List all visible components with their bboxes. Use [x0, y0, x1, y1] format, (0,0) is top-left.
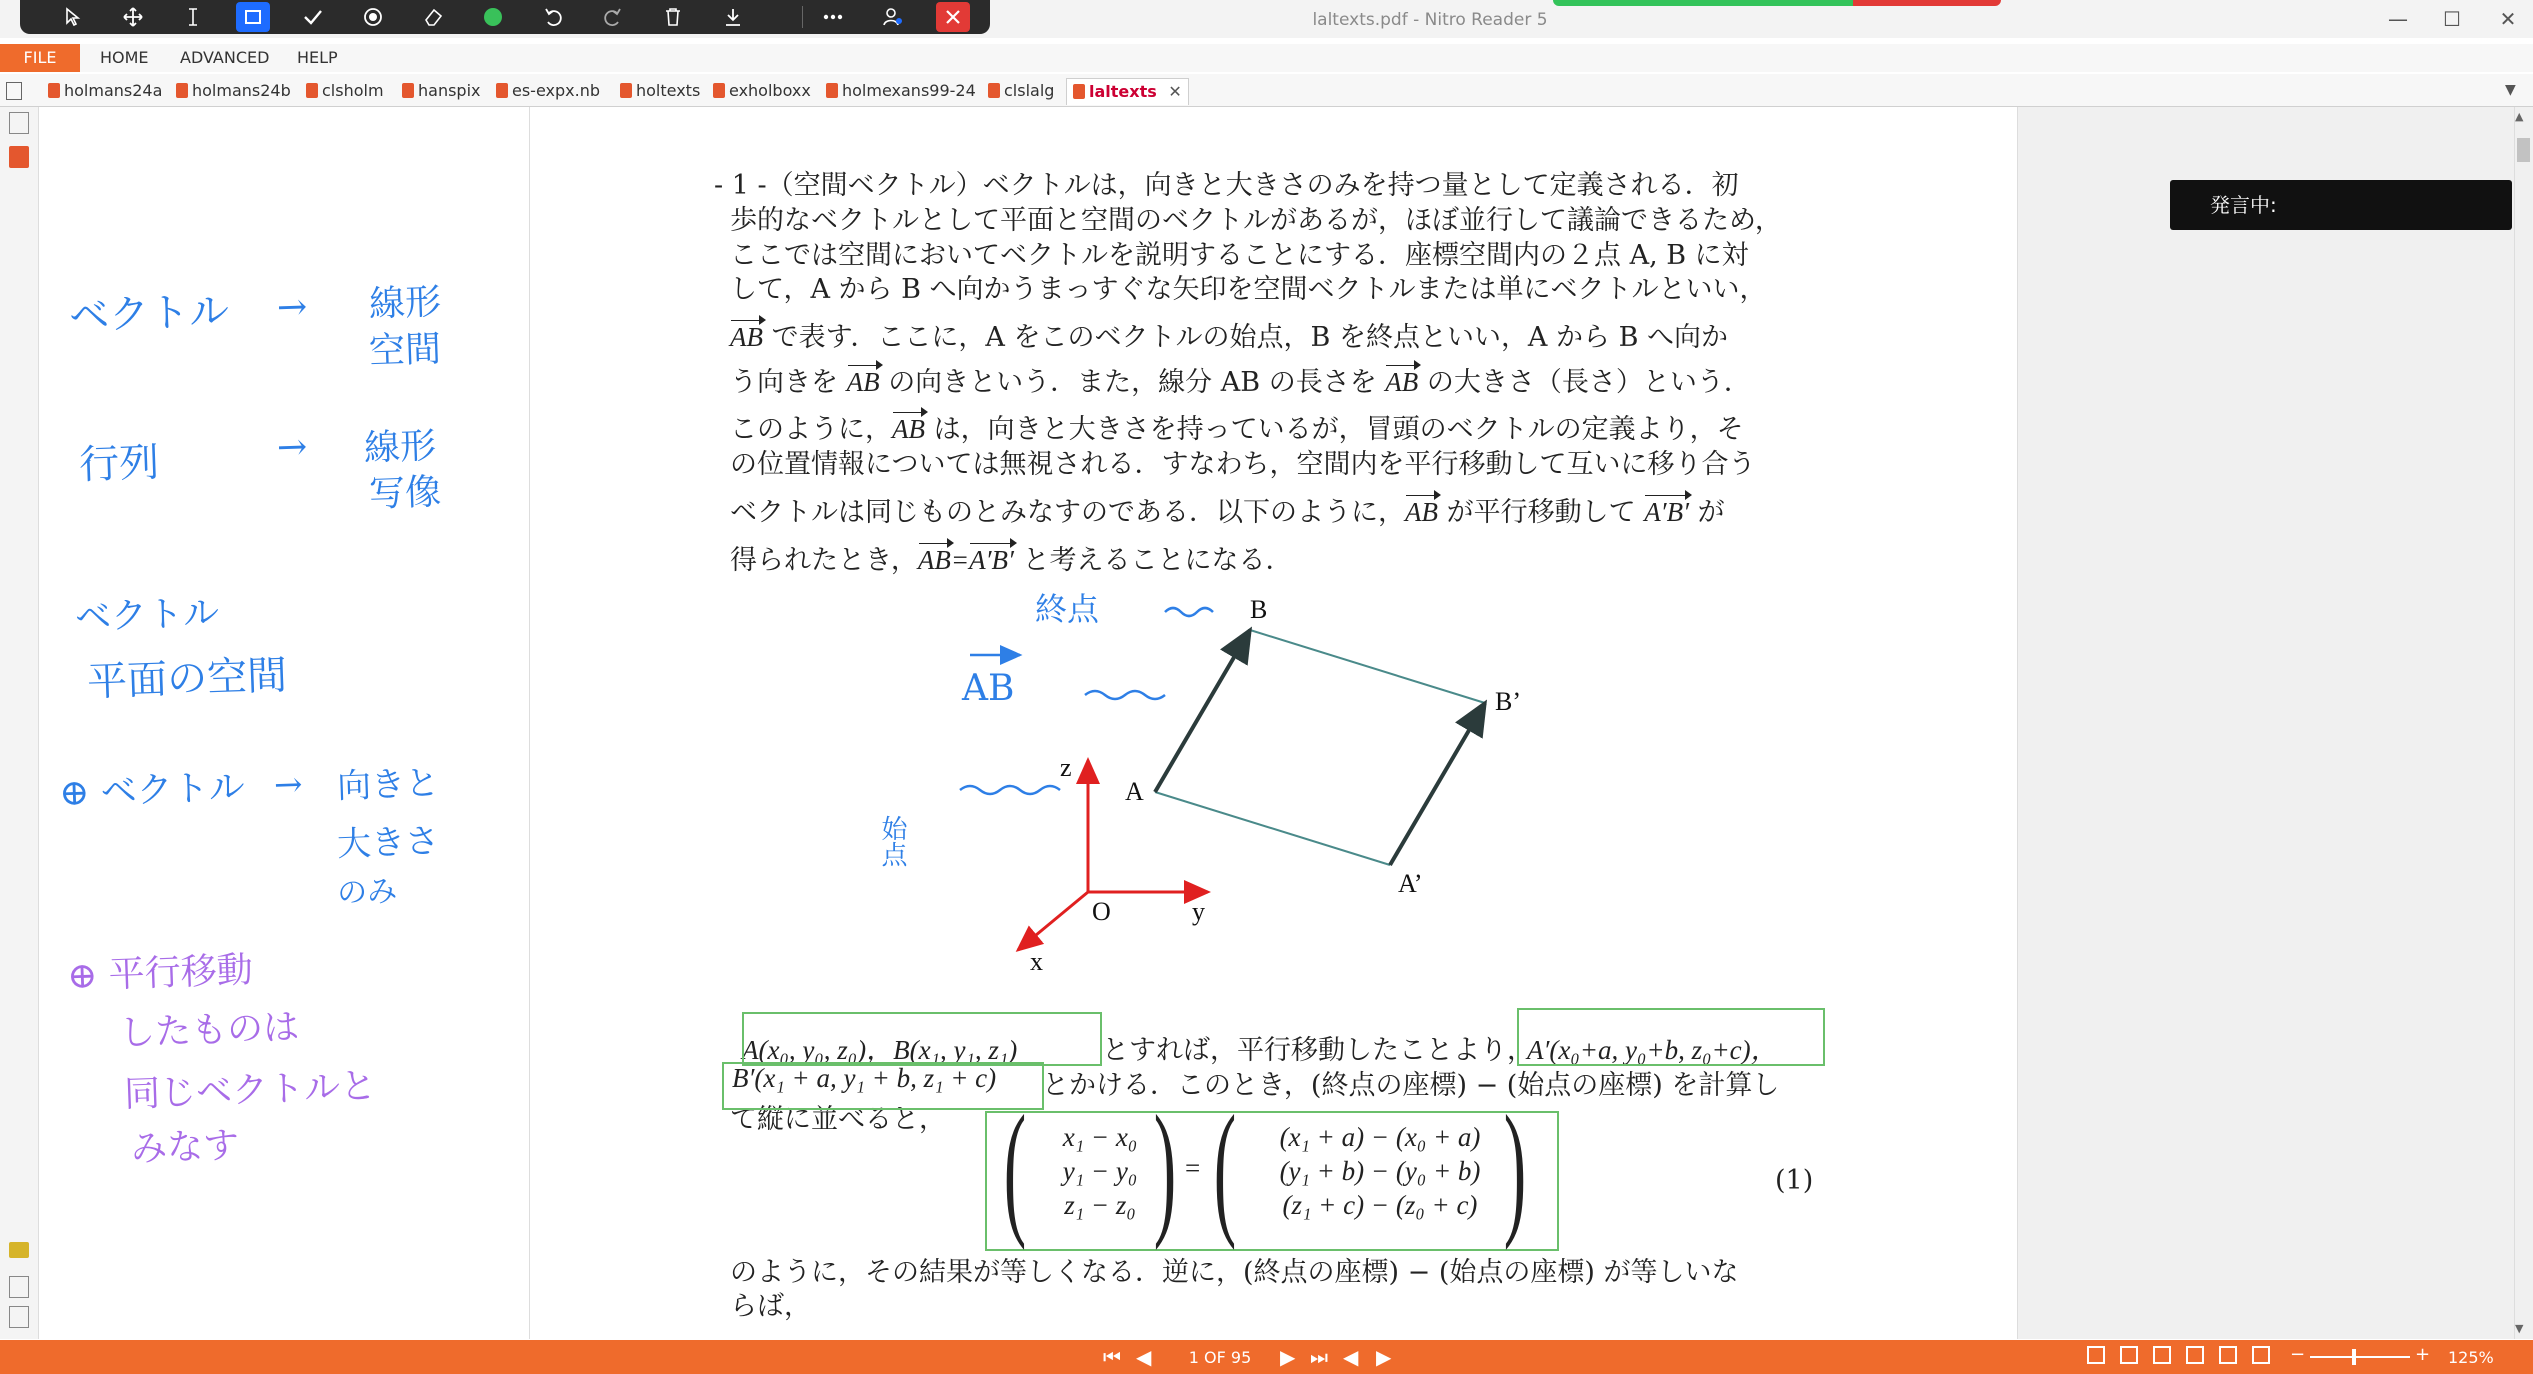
vector-ab: AB	[892, 414, 925, 444]
note-arrow: →	[273, 764, 304, 806]
pan-move-icon[interactable]	[116, 2, 150, 32]
fit-page-icon[interactable]	[2219, 1346, 2237, 1364]
right-paren: )	[1503, 1085, 1527, 1251]
pdf-icon	[402, 83, 414, 98]
note-arrow: →	[276, 286, 308, 329]
vector-apbp: A′B′	[1644, 497, 1689, 527]
fit-width-icon[interactable]	[2252, 1346, 2270, 1364]
facing-continuous-view-icon[interactable]	[2186, 1346, 2204, 1364]
highlight-box-bprime-coords[interactable]	[722, 1062, 1044, 1110]
maximize-button[interactable]: ☐	[2443, 7, 2461, 31]
menu-help[interactable]: HELP	[297, 48, 338, 67]
doc-line-6: う向きを AB の向きという．また，線分 AB の長さを AB の大きさ（長さ）という．	[730, 367, 1751, 398]
pdf-icon	[496, 83, 508, 98]
tab-label: hanspix	[418, 81, 481, 100]
pdf-icon	[306, 83, 318, 98]
tab-label: holtexts	[636, 81, 701, 100]
pdf-icon	[48, 83, 60, 98]
tab-hanspix[interactable]	[402, 78, 481, 104]
vector-ab: AB	[846, 367, 880, 397]
window-title: laltexts.pdf - Nitro Reader 5	[1312, 10, 1548, 30]
menu-file[interactable]: FILE	[0, 44, 80, 72]
left-paren: (	[1213, 1085, 1237, 1251]
tab-holmans24b[interactable]	[176, 78, 291, 104]
tab-label: holmexans99-24	[842, 81, 976, 100]
vector-apbp-arrow	[1390, 703, 1485, 865]
layers-icon[interactable]	[9, 1306, 29, 1328]
vector-ab: AB	[730, 322, 763, 352]
menu-home[interactable]: HOME	[100, 48, 149, 67]
first-page-icon[interactable]: ⏮	[1103, 1345, 1121, 1369]
pdf-icon	[620, 83, 632, 98]
close-toolbar-icon[interactable]	[936, 2, 970, 32]
note-mapping: 写像	[368, 471, 442, 516]
tab-label: exholboxx	[729, 81, 811, 100]
doc-coords-a-prime: A′(x₀+a, y₀+b, z₀+c)，	[1527, 1035, 1778, 1065]
vector-ab: AB	[1405, 497, 1438, 527]
doc-result: のように，その結果が等しくなる．逆に，(終点の座標) − (始点の座標) が等しいな	[730, 1257, 1739, 1288]
parallelogram-bottom-edge	[1155, 792, 1390, 865]
matrix-right-column: (x₁ + a) − (x₀ + a) (y₁ + b) − (y₀ + b) (z₁ + c) − (z₀ + c)	[1279, 1122, 1481, 1220]
scrollbar-thumb[interactable]	[2517, 138, 2530, 162]
label-a-prime: A’	[1398, 869, 1423, 898]
hand-label-end: 終点	[1035, 590, 1100, 628]
right-paren: )	[1153, 1085, 1177, 1251]
menu-advanced[interactable]: ADVANCED	[180, 48, 270, 67]
note-translated: したものは	[118, 1006, 300, 1055]
download-icon[interactable]	[716, 2, 750, 32]
vector-figure	[870, 590, 1630, 990]
page-indicator[interactable]: 1 OF 95	[1188, 1348, 1252, 1367]
squiggle-vector	[1085, 691, 1165, 699]
note-space: 空間	[368, 328, 442, 373]
tab-holmans24a[interactable]	[48, 78, 162, 104]
checkmark-icon[interactable]	[296, 2, 330, 32]
minimize-button[interactable]: —	[2388, 7, 2408, 31]
page-icon[interactable]	[6, 82, 22, 100]
continuous-view-icon[interactable]	[2120, 1346, 2138, 1364]
tab-label: es-expx.nb	[512, 81, 600, 100]
facing-view-icon[interactable]	[2153, 1346, 2171, 1364]
tab-label: holmans24a	[64, 81, 163, 100]
target-stamp-icon[interactable]	[356, 2, 390, 32]
tab-laltexts[interactable]	[1066, 78, 1189, 105]
zoom-out-button[interactable]: −	[2290, 1344, 2306, 1365]
tab-holmexans99-24[interactable]	[826, 78, 976, 104]
note-vector: ⊕ ベクトル	[58, 766, 246, 815]
doc-if: らば，	[730, 1291, 811, 1322]
undo-icon[interactable]	[536, 2, 570, 32]
vector-ab: AB	[1385, 367, 1419, 397]
label-b: B	[1250, 595, 1268, 624]
vector-ab-arrow	[1155, 630, 1250, 792]
note-vector: ベクトル	[74, 592, 220, 639]
doc-arrange: て縦に並べると，	[730, 1104, 946, 1135]
doc-line-5: AB で表す．ここに，A をこのベクトルの始点，B を終点といい，A から B へ向か	[730, 322, 1729, 353]
vector-ab: AB	[917, 545, 951, 575]
annotation-toolbar	[20, 0, 990, 34]
pdf-icon	[713, 83, 725, 98]
tab-label: clsholm	[322, 81, 384, 100]
hand-label-ab: AB	[962, 668, 1015, 709]
pdf-icon	[988, 83, 1000, 98]
vector-apbp: A′B′	[969, 545, 1014, 575]
label-b-prime: B’	[1495, 687, 1521, 716]
pdf-icon	[826, 83, 838, 98]
pdf-icon	[1073, 84, 1085, 99]
note-plane-space: 平面の空間	[86, 652, 288, 706]
doc-compute: とかける．このとき，(終点の座標) − (始点の座標) を計算し	[1042, 1070, 1780, 1101]
tab-clslalg[interactable]	[988, 78, 1054, 104]
redo-icon[interactable]	[596, 2, 630, 32]
select-arrow-icon[interactable]	[56, 2, 90, 32]
x-axis	[1018, 892, 1088, 950]
doc-line-1: - 1 -（空間ベクトル）ベクトルは，向きと大きさのみを持つ量として定義される．初	[714, 170, 1739, 201]
color-picker-icon[interactable]	[476, 2, 510, 32]
ribbon-bar	[0, 44, 2533, 72]
highlight-box-aprime-coords[interactable]	[1517, 1008, 1825, 1066]
trash-icon[interactable]	[656, 2, 690, 32]
recording-progress-remaining	[1853, 0, 2001, 6]
note-magnitude: 大きさ	[336, 821, 440, 865]
back-view-icon[interactable]: ◀	[1343, 1345, 1359, 1369]
handwritten-notes-panel	[39, 107, 530, 1339]
tab-label: holmans24b	[192, 81, 291, 100]
note-translation: ⊕ 平行移動	[66, 949, 254, 998]
doc-line-8: の位置情報については無視される．すなわち，空間内を平行移動して互いに移り合う	[730, 449, 1756, 480]
recording-progress-bar	[1553, 0, 1853, 6]
previous-page-icon[interactable]: ◀	[1136, 1345, 1152, 1369]
doc-line-4: して，A から B へ向かうまっすぐな矢印を空間ベクトルまたは単にベクトルといい，	[730, 274, 1767, 305]
squiggle-start	[960, 786, 1060, 794]
doc-line-10: 得られたとき，AB=A′B′ と考えることになる．	[730, 545, 1293, 576]
zoom-slider-handle[interactable]	[2352, 1349, 2356, 1365]
speaking-indicator: 発言中:	[2170, 180, 2512, 230]
equation-number: (1)	[1775, 1165, 1814, 1196]
doc-line-2: 歩的なベクトルとして平面と空間のベクトルがあるが，ほぼ並行して議論できるため，	[730, 205, 1782, 236]
close-tab-icon[interactable]: ✕	[1168, 82, 1182, 101]
bookmarks-icon[interactable]	[9, 146, 29, 168]
left-panel-strip	[0, 107, 39, 1339]
doc-coords-a-b: A(x₀, y₀, z₀)，B(x₁, y₁, z₁)	[742, 1035, 1018, 1065]
squiggle-end	[1165, 608, 1213, 616]
note-matrix: 行列	[78, 439, 160, 489]
doc-line-9: ベクトルは同じものとみなすのである．以下のように，AB が平行移動して A′B′ が	[730, 497, 1725, 528]
last-page-icon[interactable]: ⏭	[1310, 1345, 1328, 1369]
doc-coords-b-prime: B′(x₁ + a, y₁ + b, z₁ + c)	[732, 1063, 997, 1093]
note-arrow: →	[276, 426, 308, 469]
thumbnails-icon[interactable]	[9, 112, 29, 134]
note-same-vector: 同じベクトルと	[123, 1065, 377, 1116]
note-direction: 向きと	[336, 763, 440, 807]
tab-label: laltexts	[1089, 82, 1157, 101]
rectangle-tool-icon[interactable]	[236, 2, 270, 32]
zoom-level[interactable]: 125%	[2448, 1348, 2494, 1367]
note-vector: ベクトル	[68, 288, 230, 340]
pdf-icon	[176, 83, 188, 98]
note-linear: 線形	[368, 281, 442, 326]
eraser-icon[interactable]	[416, 2, 450, 32]
doc-then: とすれば，平行移動したことより，	[1102, 1035, 1534, 1066]
forward-view-icon[interactable]: ▶	[1376, 1345, 1392, 1369]
tab-es-expx[interactable]	[496, 78, 600, 104]
note-only: のみ	[336, 873, 398, 912]
scroll-down-icon[interactable]: ▼	[2515, 1322, 2524, 1335]
comments-icon[interactable]	[9, 1242, 29, 1258]
label-y: y	[1192, 897, 1205, 926]
note-regard: みなす	[130, 1125, 240, 1170]
zoom-in-button[interactable]: +	[2415, 1344, 2431, 1365]
zoom-slider-track[interactable]	[2310, 1356, 2410, 1358]
hand-label-start: 始点	[877, 815, 907, 867]
vertical-scrollbar[interactable]	[2514, 107, 2533, 1339]
tab-overflow-chevron-icon[interactable]: ▼	[2505, 82, 2516, 98]
more-options-icon[interactable]	[816, 2, 850, 32]
tab-holtexts[interactable]	[620, 78, 700, 104]
parallelogram-top-edge	[1250, 630, 1485, 703]
close-window-button[interactable]: ✕	[2499, 7, 2517, 31]
doc-line-3: ここでは空間においてベクトルを説明することにする．座標空間内の２点 A, B に対	[730, 240, 1749, 271]
left-paren: (	[1003, 1085, 1027, 1251]
doc-line-7: このように，AB は，向きと大きさを持っているが，冒頭のベクトルの定義より，そ	[730, 414, 1744, 445]
highlight-box-ab-coords[interactable]	[742, 1012, 1102, 1066]
note-linear: 線形	[363, 425, 437, 470]
equals-sign: =	[1185, 1153, 1201, 1183]
tab-clsholm[interactable]	[306, 78, 384, 104]
single-page-view-icon[interactable]	[2087, 1346, 2105, 1364]
scroll-up-icon[interactable]: ▲	[2515, 110, 2524, 123]
attachments-icon[interactable]	[9, 1276, 29, 1298]
label-x: x	[1030, 947, 1043, 976]
tab-label: clslalg	[1004, 81, 1055, 100]
text-cursor-icon[interactable]	[176, 2, 210, 32]
tab-exholboxx[interactable]	[713, 78, 811, 104]
label-a: A	[1125, 777, 1144, 806]
matrix-left-column: x₁ − x₀ y₁ − y₀ z₁ − z₀	[1062, 1122, 1138, 1220]
label-origin: O	[1092, 897, 1111, 926]
user-settings-icon[interactable]	[876, 2, 910, 32]
next-page-icon[interactable]: ▶	[1280, 1345, 1296, 1369]
label-z: z	[1060, 753, 1072, 782]
toolbar-separator	[802, 6, 803, 28]
